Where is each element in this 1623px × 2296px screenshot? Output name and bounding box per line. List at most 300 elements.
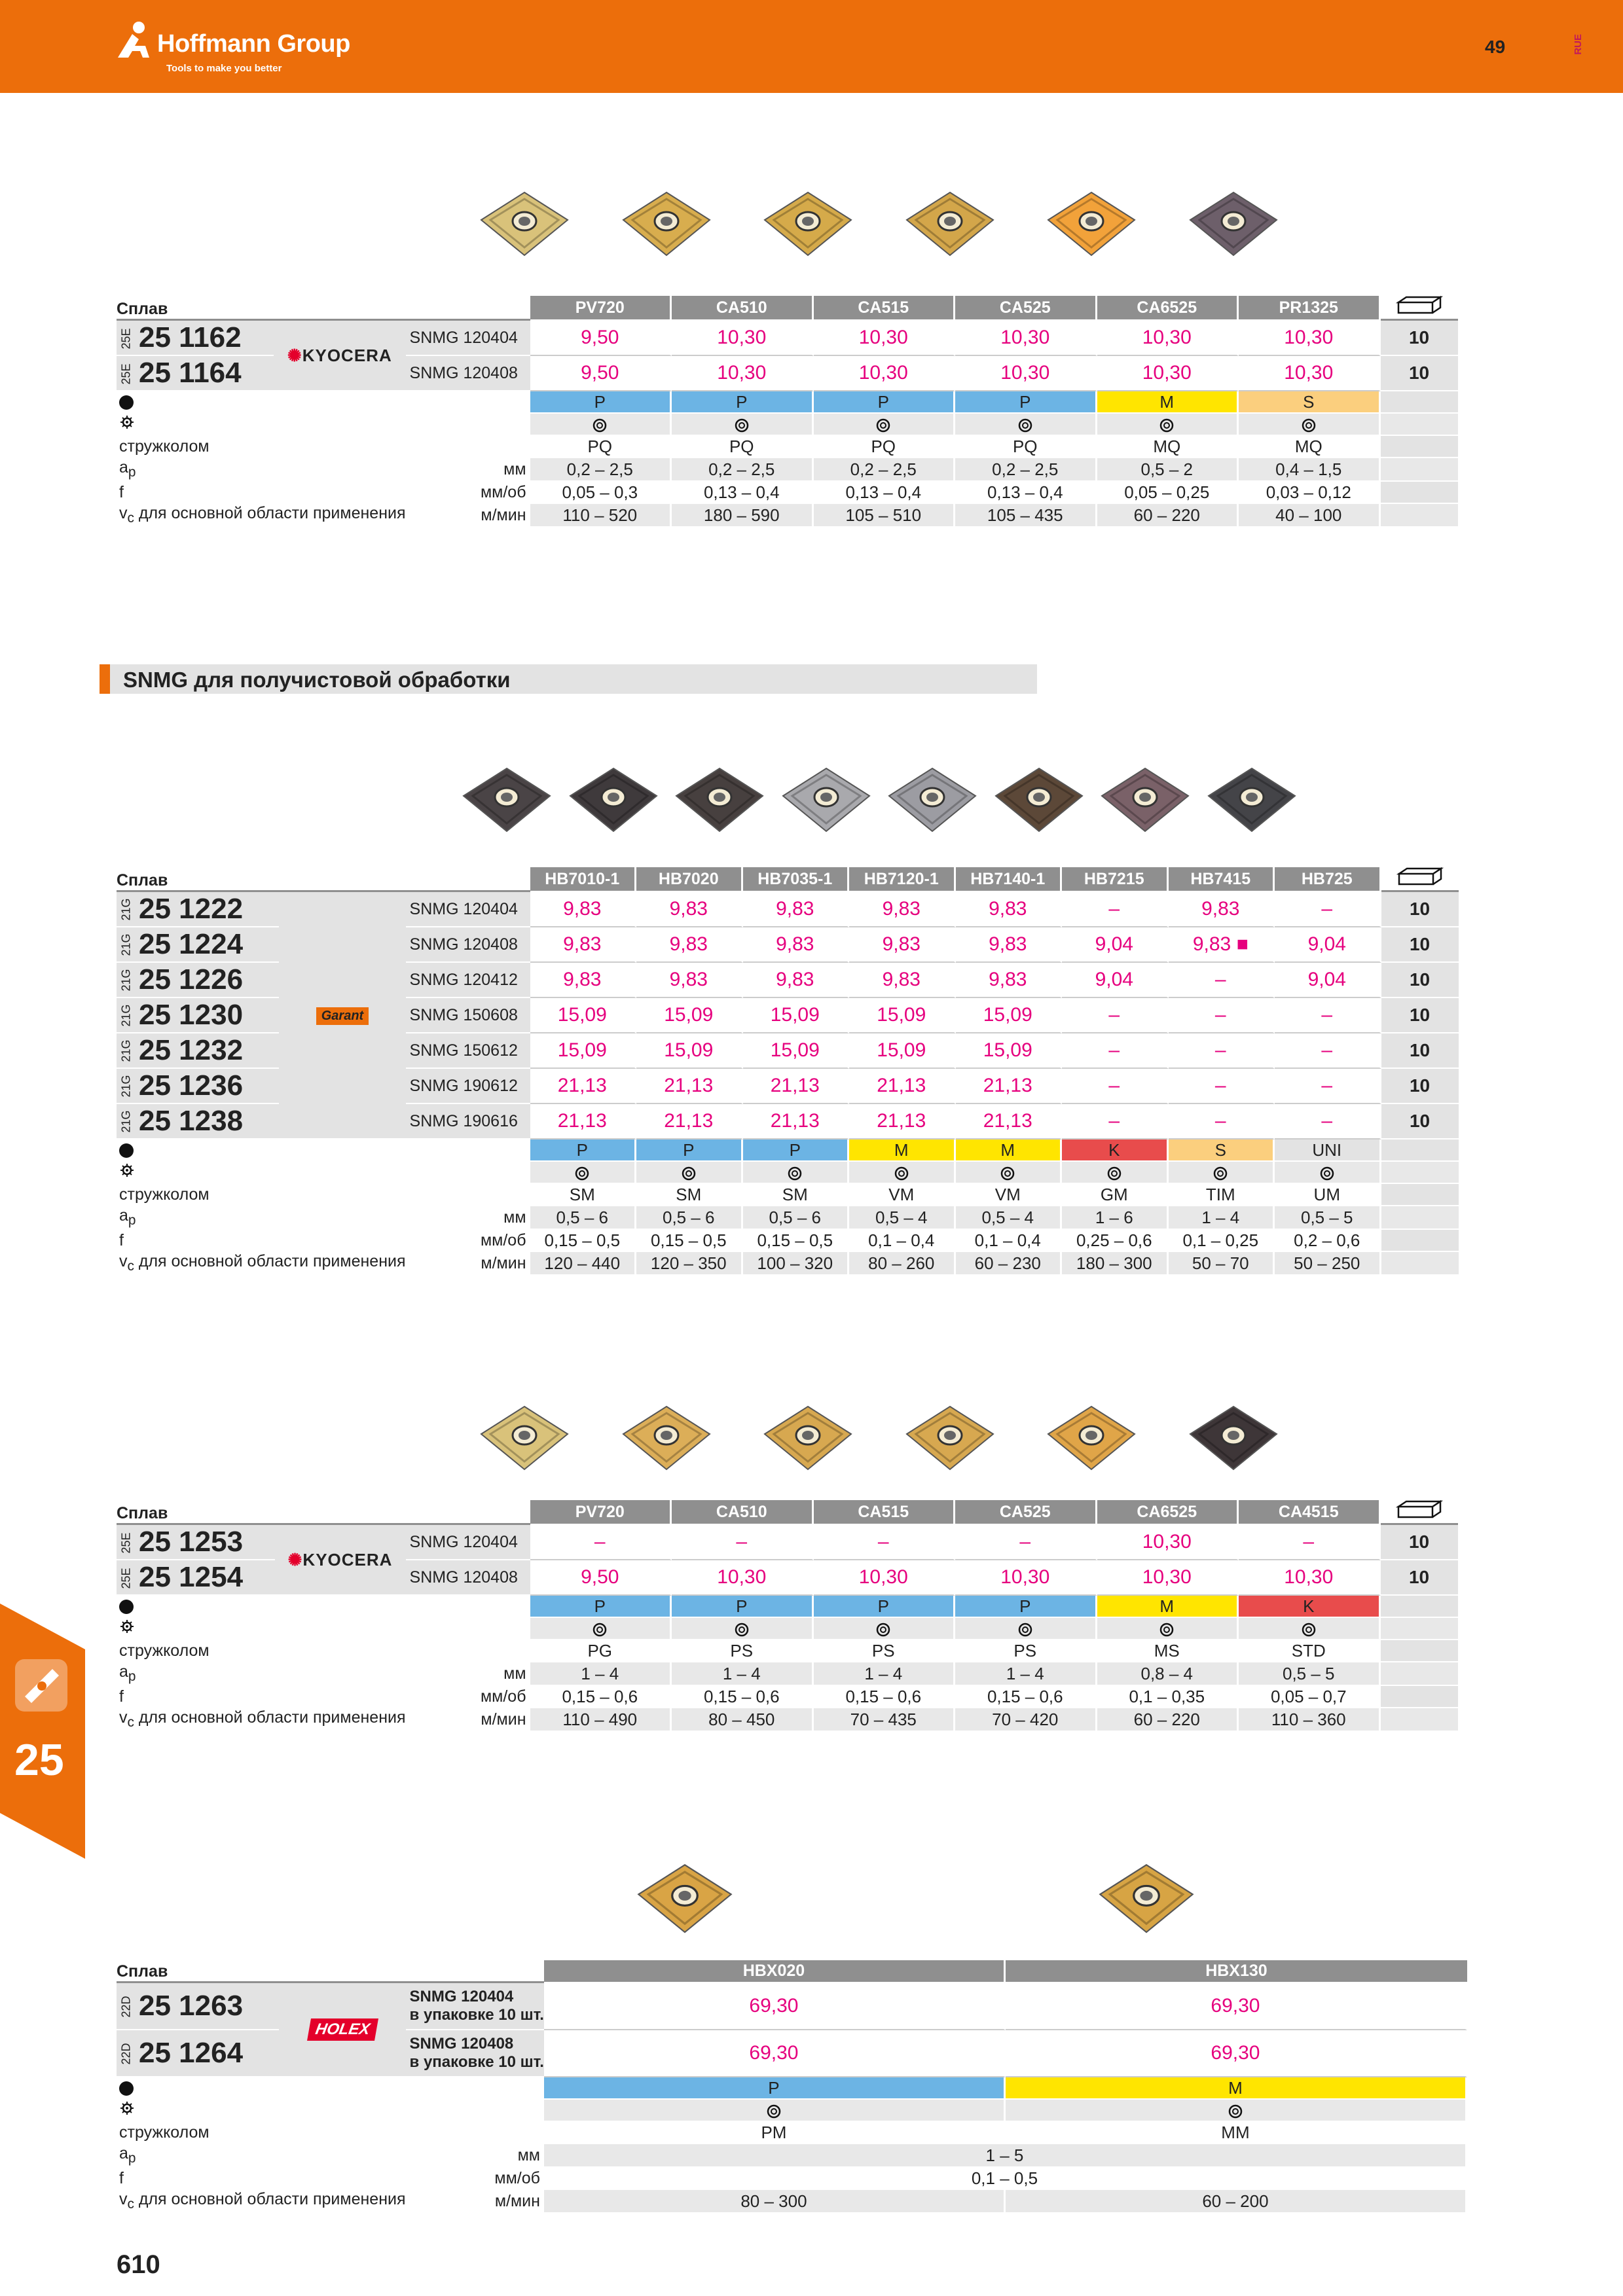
ap-symbol: a <box>119 1206 128 1225</box>
pack-spacer <box>1381 504 1458 528</box>
insert-image-pv720 <box>479 190 570 262</box>
chipbreaker-row-value: GM <box>1062 1184 1169 1206</box>
pack-header <box>1381 867 1459 892</box>
price-cell: 21,13 <box>956 1069 1063 1104</box>
pack-quantity: 10 <box>1381 963 1459 998</box>
grade-label: Сплав <box>117 1960 544 1983</box>
pack-spacer <box>1381 1596 1458 1618</box>
pack-spacer <box>1381 458 1458 482</box>
grade-header: CA525 <box>955 1500 1097 1525</box>
ap-row-unit: мм <box>406 1662 530 1686</box>
price-cell: 9,83 <box>849 927 956 963</box>
brand-tagline: Tools to make you better <box>166 63 282 74</box>
insert-image-hb7020 <box>568 766 659 838</box>
chipform-row-value <box>1239 1618 1381 1640</box>
vc-row-value: 110 – 520 <box>530 504 672 528</box>
insert-image-hb7140-1 <box>886 766 978 838</box>
bullet-icon <box>119 395 134 410</box>
chipbreaker-row-value: PQ <box>955 436 1097 458</box>
pack-spacer <box>1381 1139 1459 1162</box>
vc-row-value: 100 – 320 <box>743 1252 850 1276</box>
vc-row-value: 50 – 70 <box>1169 1252 1275 1276</box>
price-cell: – <box>1169 1033 1275 1069</box>
f-row-label: f <box>117 1230 406 1252</box>
material-row-value: P <box>530 391 672 414</box>
price-cell: – <box>672 1525 814 1560</box>
material-row-label <box>117 1596 406 1618</box>
table-header-row <box>117 1960 1467 1983</box>
f-row-value: 0,13 – 0,4 <box>955 482 1097 504</box>
price-cell: 10,30 <box>672 1560 814 1596</box>
vc-row-value: 70 – 435 <box>814 1708 956 1732</box>
ap-row-value: 1 – 6 <box>1062 1206 1169 1230</box>
f-row-value: 0,15 – 0,6 <box>814 1686 956 1708</box>
f-row-label: f <box>117 1686 406 1708</box>
material-row-value: P <box>955 391 1097 414</box>
material-row-value: P <box>530 1596 672 1618</box>
price-cell: 9,83 <box>530 927 637 963</box>
insert-image-ca510 <box>621 1404 712 1476</box>
page-number: 49 <box>1485 37 1506 57</box>
chipbreaker-row-value: TIM <box>1169 1184 1275 1206</box>
table-header-row <box>117 1500 1458 1525</box>
chipform-icon <box>1319 1162 1335 1178</box>
chipbreaker-row-label: стружколом <box>117 1640 406 1662</box>
article-number <box>117 1033 279 1069</box>
material-row-unit <box>406 391 530 414</box>
material-row-label <box>117 2077 406 2100</box>
material-row-value: P <box>636 1139 743 1162</box>
vc-row-unit: м/мин <box>406 504 530 528</box>
material-row-value: P <box>814 391 956 414</box>
price-cell: 21,13 <box>743 1104 850 1139</box>
price-cell: 9,83 <box>743 927 850 963</box>
article-text: 25 1264 <box>139 2037 244 2069</box>
chipbreaker-row <box>117 1184 1459 1206</box>
chipbreaker-row-value: SM <box>636 1184 743 1206</box>
garant-logo: Garant <box>316 1007 369 1025</box>
article-number <box>117 321 274 356</box>
article-number <box>117 2030 279 2077</box>
ap-row-value: 1 – 4 <box>672 1662 814 1686</box>
price-cell: 21,13 <box>956 1104 1063 1139</box>
chipform-row <box>117 414 1458 436</box>
price-cell: 9,83 <box>1169 892 1275 927</box>
vc-symbol: v <box>119 504 128 522</box>
price-cell: 21,13 <box>743 1069 850 1104</box>
article-text: 25 1224 <box>139 928 244 960</box>
f-row-unit: мм/об <box>406 482 530 504</box>
gear-icon <box>119 2102 135 2120</box>
chipbreaker-row-value: MQ <box>1097 436 1239 458</box>
chipform-icon <box>1301 414 1317 430</box>
f-row-unit: мм/об <box>406 1686 530 1708</box>
chipform-row-value <box>955 414 1097 436</box>
chipbreaker-row-value: STD <box>1239 1640 1381 1662</box>
article-group: 22D <box>119 1996 133 2018</box>
chipform-row-label <box>117 2100 406 2122</box>
ap-row-value: 0,5 – 4 <box>956 1206 1063 1230</box>
ap-row-value: 1 – 5 <box>544 2144 1467 2168</box>
chipform-row-value <box>672 414 814 436</box>
brand-logo <box>279 1983 405 2077</box>
order-code: SNMG 120404 <box>406 892 530 927</box>
article-number <box>117 1104 279 1139</box>
grade-header: CA6525 <box>1097 296 1239 321</box>
chipbreaker-row-unit <box>406 2122 544 2144</box>
chipbreaker-row-value: PS <box>955 1640 1097 1662</box>
vc-subscript: c <box>127 1715 134 1730</box>
grade-header: HB7020 <box>636 867 743 892</box>
material-row-value: P <box>743 1139 850 1162</box>
vc-row-value: 120 – 350 <box>636 1252 743 1276</box>
chipform-row <box>117 1618 1458 1640</box>
article-number <box>117 963 279 998</box>
article-text: 25 1226 <box>139 963 244 996</box>
article-group: 22D <box>119 2043 133 2065</box>
chipform-icon <box>592 414 608 430</box>
grade-header: CA510 <box>672 1500 814 1525</box>
article-number <box>117 998 279 1033</box>
f-row-value: 0,15 – 0,5 <box>743 1230 850 1252</box>
insert-image-ca510 <box>621 190 712 262</box>
table-row <box>117 321 1458 356</box>
pack-spacer <box>1381 1662 1458 1686</box>
chipform-icon <box>875 414 891 430</box>
f-row-unit: мм/об <box>406 1230 530 1252</box>
pack-spacer <box>1381 414 1458 436</box>
vc-subscript: c <box>127 2197 134 2212</box>
insert-image-ca4515 <box>1188 1404 1279 1476</box>
f-row-unit: мм/об <box>406 2168 544 2190</box>
chipform-row <box>117 1162 1459 1184</box>
chipform-icon <box>1301 1619 1317 1634</box>
price-cell: 21,13 <box>530 1069 637 1104</box>
chipform-row-value <box>814 1618 956 1640</box>
price-cell: – <box>955 1525 1097 1560</box>
ap-row <box>117 2144 1467 2168</box>
grade-header: HB7215 <box>1062 867 1169 892</box>
chipform-icon <box>875 1619 891 1634</box>
pack-quantity: 10 <box>1381 1033 1459 1069</box>
price-cell: 9,04 <box>1062 927 1169 963</box>
material-row <box>117 1139 1459 1162</box>
price-cell: 9,83 <box>956 927 1063 963</box>
material-row-value: M <box>849 1139 956 1162</box>
ap-row-value: 0,4 – 1,5 <box>1239 458 1381 482</box>
table-row <box>117 892 1459 927</box>
pack-spacer <box>1381 436 1458 458</box>
price-cell: – <box>1062 1069 1169 1104</box>
grade-header: HB7415 <box>1169 867 1275 892</box>
article-number <box>117 927 279 963</box>
price-cell: 9,83 <box>530 963 637 998</box>
price-cell: 10,30 <box>1239 1560 1381 1596</box>
brand-logo <box>279 892 405 1139</box>
order-code: SNMG 120408 <box>406 927 530 963</box>
insert-image-hb725 <box>1206 766 1298 838</box>
article-group: 21G <box>119 1039 133 1062</box>
vc-subscript: c <box>127 511 134 526</box>
price-cell: 15,09 <box>530 1033 637 1069</box>
vc-row-value: 50 – 250 <box>1275 1252 1381 1276</box>
vc-row-value: 60 – 220 <box>1097 504 1239 528</box>
article-group: 21G <box>119 1110 133 1133</box>
f-row-value: 0,15 – 0,6 <box>672 1686 814 1708</box>
ap-symbol: a <box>119 2144 128 2162</box>
section-heading-text: SNMG для получистовой обработки <box>123 668 511 692</box>
brand-logo <box>274 321 405 391</box>
insert-image-hb7215 <box>993 766 1085 838</box>
order-code <box>406 1983 544 2030</box>
ap-row <box>117 1206 1459 1230</box>
chipform-icon <box>1213 1162 1228 1178</box>
price-cell: 21,13 <box>849 1069 956 1104</box>
price-cell: 9,83 <box>743 963 850 998</box>
vc-row <box>117 1708 1458 1732</box>
f-row-value: 0,05 – 0,3 <box>530 482 672 504</box>
pack-quantity: 10 <box>1381 1525 1458 1560</box>
kyocera-text: KYOCERA <box>302 1549 393 1570</box>
price-cell: – <box>1169 998 1275 1033</box>
price-cell: 9,83 <box>849 892 956 927</box>
f-row-value: 0,25 – 0,6 <box>1062 1230 1169 1252</box>
f-row-value: 0,1 – 0,25 <box>1169 1230 1275 1252</box>
vc-row-value: 120 – 440 <box>530 1252 637 1276</box>
price-cell: 9,83 <box>743 892 850 927</box>
price-cell: 9,50 <box>530 356 672 391</box>
vc-text: для основной области применения <box>134 1252 406 1270</box>
chipform-icon <box>1106 1162 1122 1178</box>
article-text: 25 1232 <box>139 1034 244 1066</box>
vc-row-value: 60 – 220 <box>1097 1708 1239 1732</box>
kyocera-mark-icon: ✺ <box>287 1549 303 1570</box>
price-cell: – <box>1062 998 1169 1033</box>
price-cell: – <box>1275 892 1381 927</box>
chipbreaker-row-unit <box>406 436 530 458</box>
chipform-icon <box>787 1162 803 1178</box>
grade-header: HB7035-1 <box>743 867 850 892</box>
article-number <box>117 1560 275 1596</box>
price-cell: 9,83 <box>636 963 743 998</box>
pack-quantity: 10 <box>1381 1069 1459 1104</box>
chipform-row-label <box>117 1162 406 1184</box>
price-cell: – <box>1275 1069 1381 1104</box>
chipform-icon <box>681 1162 697 1178</box>
chipform-row-value <box>956 1162 1063 1184</box>
vc-row-value: 80 – 260 <box>849 1252 956 1276</box>
f-row-value: 0,05 – 0,7 <box>1239 1686 1381 1708</box>
ap-row-value: 0,2 – 2,5 <box>530 458 672 482</box>
material-row-value: S <box>1169 1139 1275 1162</box>
price-cell: 10,30 <box>814 356 956 391</box>
price-cell: 10,30 <box>1239 321 1381 356</box>
material-row-value: P <box>530 1139 637 1162</box>
chipbreaker-row-unit <box>406 1640 530 1662</box>
ap-subscript: p <box>128 465 136 480</box>
chipform-row-value <box>530 414 672 436</box>
vc-row-value: 180 – 300 <box>1062 1252 1169 1276</box>
chipform-row-value <box>955 1618 1097 1640</box>
pack-spacer <box>1381 1252 1459 1276</box>
f-row-value: 0,13 – 0,4 <box>672 482 814 504</box>
vc-row-unit: м/мин <box>406 2190 544 2214</box>
vc-row-value: 105 – 435 <box>955 504 1097 528</box>
ap-symbol: a <box>119 458 128 476</box>
vc-symbol: v <box>119 1252 128 1270</box>
brand-name: Hoffmann Group <box>157 30 350 58</box>
chipform-row-value <box>849 1162 956 1184</box>
price-cell: 69,30 <box>1006 2030 1467 2077</box>
insert-image-pv720 <box>479 1404 570 1476</box>
order-code: SNMG 120408 <box>406 1560 530 1596</box>
article-group: 25E <box>119 1568 133 1589</box>
order-code: SNMG 120408 <box>406 356 530 391</box>
pack-quantity: 10 <box>1381 998 1459 1033</box>
vc-row-value: 80 – 450 <box>672 1708 814 1732</box>
vc-subscript: c <box>127 1259 134 1274</box>
vc-row-value: 70 – 420 <box>955 1708 1097 1732</box>
chipbreaker-row-value: SM <box>530 1184 637 1206</box>
price-cell: 15,09 <box>849 1033 956 1069</box>
f-row <box>117 1686 1458 1708</box>
vc-row-value: 60 – 230 <box>956 1252 1063 1276</box>
chipform-icon <box>1017 1619 1033 1634</box>
order-code: SNMG 150608 <box>406 998 530 1033</box>
ap-row-value: 0,8 – 4 <box>1097 1662 1239 1686</box>
vc-row-label <box>117 1252 406 1276</box>
price-cell: 9,83 <box>636 892 743 927</box>
gear-icon <box>119 1164 135 1182</box>
price-cell: 21,13 <box>636 1104 743 1139</box>
table-header-row <box>117 867 1459 892</box>
vc-row <box>117 504 1458 528</box>
turning-insert-icon <box>12 1656 71 1715</box>
price-cell: 69,30 <box>544 2030 1006 2077</box>
vc-row-value: 110 – 490 <box>530 1708 672 1732</box>
ap-row-value: 0,2 – 2,5 <box>814 458 956 482</box>
pack-spacer <box>1381 482 1458 504</box>
f-row-value: 0,15 – 0,5 <box>636 1230 743 1252</box>
price-cell: 15,09 <box>636 1033 743 1069</box>
grade-header: HB7010-1 <box>530 867 637 892</box>
ap-row-unit: мм <box>406 2144 544 2168</box>
ap-row-label <box>117 1662 406 1686</box>
pack-spacer <box>1381 1618 1458 1640</box>
chipbreaker-row-value: SM <box>743 1184 850 1206</box>
product-table <box>117 296 1458 528</box>
pack-quantity: 10 <box>1381 321 1458 356</box>
chipform-icon <box>1159 414 1175 430</box>
price-cell: 15,09 <box>956 998 1063 1033</box>
article-number <box>117 356 274 391</box>
price-cell: – <box>1275 1104 1381 1139</box>
pack-spacer <box>1381 1686 1458 1708</box>
chipbreaker-row-value: PS <box>814 1640 956 1662</box>
vc-row-value: 180 – 590 <box>672 504 814 528</box>
price-cell: 9,83 <box>956 963 1063 998</box>
material-row-unit <box>406 1139 530 1162</box>
article-group: 25E <box>119 363 133 385</box>
pack-quantity: 10 <box>1381 1560 1458 1596</box>
chipform-icon <box>734 1619 750 1634</box>
price-cell: 10,30 <box>1097 356 1239 391</box>
page-header <box>0 0 1623 93</box>
vc-row-label <box>117 504 406 528</box>
chipbreaker-row-label: стружколом <box>117 436 406 458</box>
chipbreaker-row-value: PQ <box>814 436 956 458</box>
pack-spacer <box>1381 1640 1458 1662</box>
chipbreaker-row-unit <box>406 1184 530 1206</box>
grade-label: Сплав <box>117 867 530 892</box>
ap-subscript: p <box>128 2151 136 2166</box>
chipform-row-value <box>530 1162 637 1184</box>
vc-row-value: 110 – 360 <box>1239 1708 1381 1732</box>
article-group: 21G <box>119 1004 133 1027</box>
article-group: 21G <box>119 933 133 956</box>
vc-row-value: 40 – 100 <box>1239 504 1381 528</box>
chipform-row-unit <box>406 1618 530 1640</box>
order-code: SNMG 190616 <box>406 1104 530 1139</box>
insert-image-hb7035-1 <box>674 766 765 838</box>
material-row-value: M <box>956 1139 1063 1162</box>
chipform-row-value <box>530 1618 672 1640</box>
ap-row-value: 0,2 – 2,5 <box>672 458 814 482</box>
price-cell: 15,09 <box>849 998 956 1033</box>
package-icon <box>1396 1504 1443 1522</box>
price-cell: 9,83 <box>530 892 637 927</box>
chipbreaker-row-value: MQ <box>1239 436 1381 458</box>
package-icon <box>1396 871 1444 889</box>
kyocera-mark-icon: ✺ <box>287 345 302 365</box>
material-row <box>117 391 1458 414</box>
article-text: 25 1162 <box>139 321 242 353</box>
vc-row-label <box>117 2190 406 2214</box>
insert-image-hbx020 <box>636 1862 734 1939</box>
ap-row-value: 1 – 4 <box>955 1662 1097 1686</box>
price-cell: 10,30 <box>1097 321 1239 356</box>
vc-row-unit: м/мин <box>406 1708 530 1732</box>
insert-image-hbx130 <box>1097 1862 1195 1939</box>
package-icon <box>1396 300 1443 318</box>
order-code: SNMG 150612 <box>406 1033 530 1069</box>
vc-row <box>117 2190 1467 2214</box>
grade-header: HB725 <box>1275 867 1381 892</box>
material-row-value: K <box>1239 1596 1381 1618</box>
ap-row-label <box>117 2144 406 2168</box>
price-cell: – <box>1062 1033 1169 1069</box>
price-cell: – <box>1275 1033 1381 1069</box>
f-row-value: 0,1 – 0,35 <box>1097 1686 1239 1708</box>
material-row-value: UNI <box>1275 1139 1381 1162</box>
vc-row-unit: м/мин <box>406 1252 530 1276</box>
gear-icon <box>119 1620 135 1638</box>
chipbreaker-row-value: UM <box>1275 1184 1381 1206</box>
pack-note: в упаковке 10 шт. <box>409 2053 544 2071</box>
f-row-value: 0,13 – 0,4 <box>814 482 956 504</box>
chipbreaker-row-value: PM <box>544 2122 1006 2144</box>
f-row-value: 0,03 – 0,12 <box>1239 482 1381 504</box>
insert-image-ca6525 <box>1046 190 1137 262</box>
price-cell: 10,30 <box>814 1560 956 1596</box>
material-row-value: S <box>1239 391 1381 414</box>
product-table <box>117 1500 1458 1732</box>
chipbreaker-row-value: MM <box>1006 2122 1467 2144</box>
f-row-value: 0,15 – 0,6 <box>955 1686 1097 1708</box>
footer-page-number: 610 <box>117 2250 160 2279</box>
ap-subscript: p <box>128 1669 136 1684</box>
article-text: 25 1254 <box>139 1561 244 1593</box>
